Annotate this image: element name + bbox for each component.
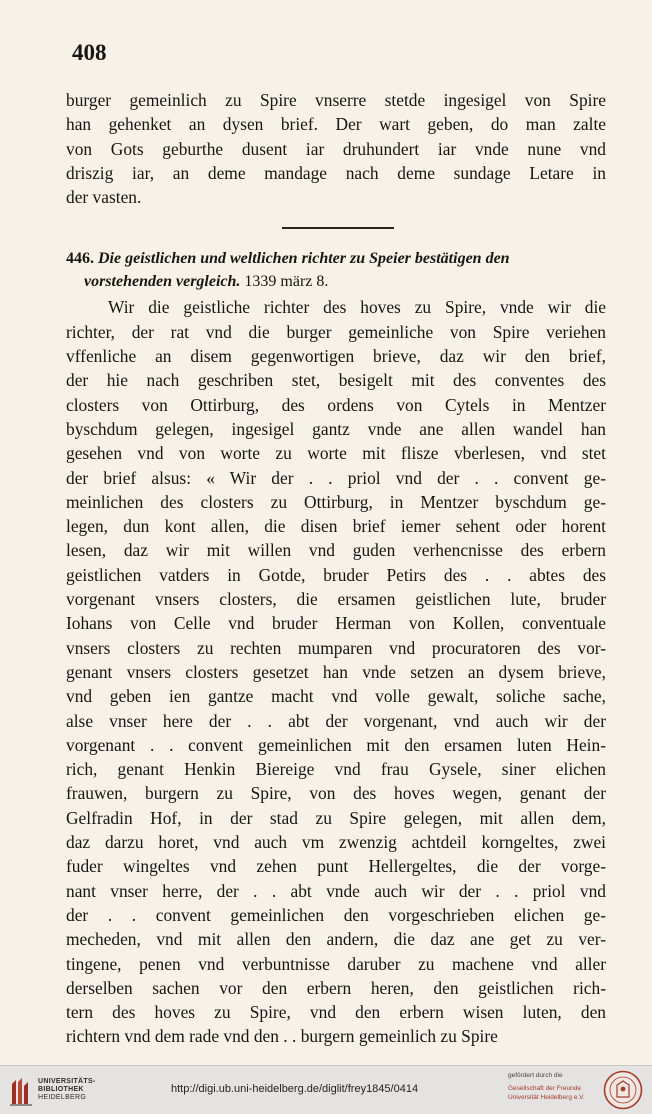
text-line: derselben sachen vor den erbern heren, den geistlichen rich-: [66, 977, 606, 998]
text-line: richter, der rat vnd die burger gemeinliche von Spire veriehen: [66, 321, 606, 342]
text-line: der vasten.: [66, 187, 142, 208]
document-date: 1339 märz 8.: [244, 273, 329, 291]
text-line: frauwen, burgern zu Spire, von des hoves wegen, genant der: [66, 783, 606, 804]
text-line: meinlichen des closters zu Ottirburg, in Mentzer byschdum ge-: [66, 491, 606, 512]
text-line: han gehenket an dysen brief. Der wart geben, do man zalte: [66, 114, 606, 135]
previous-document-ending: [66, 88, 606, 209]
text-line: richtern vnd dem rade vnd den . . burgern gemeinlich zu Spire: [66, 1026, 498, 1047]
document-title-continued: vorstehenden vergleich.: [84, 273, 241, 291]
text-line: von Gots geburthe dusent iar druhundert iar vnde nune vnd: [66, 138, 606, 159]
text-line: Wir die geistliche richter des hoves zu Spire, vnde wir die: [108, 297, 606, 318]
library-name: [38, 1078, 96, 1102]
text-line: rich, genant Henkin Biereige vnd frau Gysele, siner elichen: [66, 759, 606, 780]
text-line: der . . convent gemeinlichen den vorgeschrieben elichen ge-: [66, 904, 606, 925]
text-line: daz darzu horet, vnd auch vm zwenzig achtdeil korngeltes, zwei: [66, 832, 606, 853]
text-line: nant vnser herre, der . . abt vnde auch wir der . . priol vnd: [66, 880, 606, 901]
document-number: 446.: [66, 250, 94, 268]
text-line: closters von Ottirburg, des ordens von Cytels in Mentzer: [66, 394, 606, 415]
text-line: der brief alsus: « Wir der . . priol vnd der . . convent ge-: [66, 467, 606, 488]
text-line: vnd geben ien gantze macht vnd volle gewalt, soliche sache,: [66, 686, 606, 707]
text-line: tern des hoves zu Spire, vnd den erbern wisen luten, den: [66, 1002, 606, 1023]
digitization-footer: [0, 1065, 652, 1114]
text-line: burger gemeinlich zu Spire vnserre stetde ingesigel von Spire: [66, 90, 606, 110]
text-line: alse vnser here der . . abt der vorgenant, vnd auch wir der: [66, 710, 606, 731]
text-line: vorgenant . . convent gemeinlichen mit den ersamen luten Hein-: [66, 734, 606, 755]
library-name-line: UNIVERSITÄTS-: [38, 1078, 96, 1085]
text-line: mecheden, vnd mit allen den andern, die daz ane get zu ver-: [66, 929, 606, 950]
text-line: der hie nach geschriben stet, besigelt mit des conventes des: [66, 370, 606, 391]
text-line: legen, dun kont allen, die disen brief iemer sehent oder horent: [66, 516, 606, 537]
text-line: genant vnsers closters gesetzet han vnde setzen an dysem brieve,: [66, 661, 606, 682]
text-line: fuder wingeltes vnd zehen punt Hellergeltes, die der vorge-: [66, 856, 606, 877]
sponsor-note: [508, 1071, 598, 1102]
sponsor-organization: Gesellschaft der Freunde: [508, 1085, 581, 1092]
university-seal-icon: [603, 1070, 643, 1110]
text-line: gesehen vnd von worte zu worte mit flisze vberlesen, vnd stet: [66, 443, 606, 464]
document-heading: [66, 247, 606, 293]
text-line: vffenliche an disem gegenwortigen brieve, daz wir den brief,: [66, 346, 606, 367]
sponsor-organization: Universität Heidelberg e.V.: [508, 1094, 585, 1101]
document-title: Die geistlichen und weltlichen richter zu Speier bestätigen den: [98, 250, 510, 268]
document-body: [66, 295, 606, 1048]
text-line: driszig iar, an deme mandage nach deme sundage Letare in: [66, 162, 606, 183]
text-line: Gelfradin Hof, in der stad zu Spire gelegen, mit allen dem,: [66, 807, 606, 828]
page-number: 408: [72, 40, 107, 65]
library-name-line: BIBLIOTHEK: [38, 1086, 84, 1093]
permalink-url[interactable]: http://digi.ub.uni-heidelberg.de/diglit/frey1845/0414: [171, 1083, 419, 1095]
text-line: geistlichen vatders in Gotde, bruder Petirs des . . abtes des: [66, 564, 606, 585]
text-line: lesen, daz wir mit willen vnd guden verhencnisse des erbern: [66, 540, 606, 561]
text-line: vorgenant vnsers closters, die ersamen geistlichen lute, bruder: [66, 589, 606, 610]
text-line: tingene, penen vnd verbuntnisse daruber zu machene vnd aller: [66, 953, 606, 974]
university-library-logo-icon: [8, 1074, 36, 1108]
text-line: vnsers closters zu rechten mumparen vnd procuratoren des vor-: [66, 637, 606, 658]
text-block: [66, 88, 606, 1049]
library-name-line: HEIDELBERG: [38, 1094, 87, 1101]
sponsor-label: gefördert durch die: [508, 1072, 563, 1079]
text-line: byschdum gelegen, ingesigel gantz vnde ane allen wandel han: [66, 418, 606, 439]
section-divider: [282, 227, 394, 229]
text-line: Iohans von Celle vnd bruder Herman von Kollen, conventuale: [66, 613, 606, 634]
